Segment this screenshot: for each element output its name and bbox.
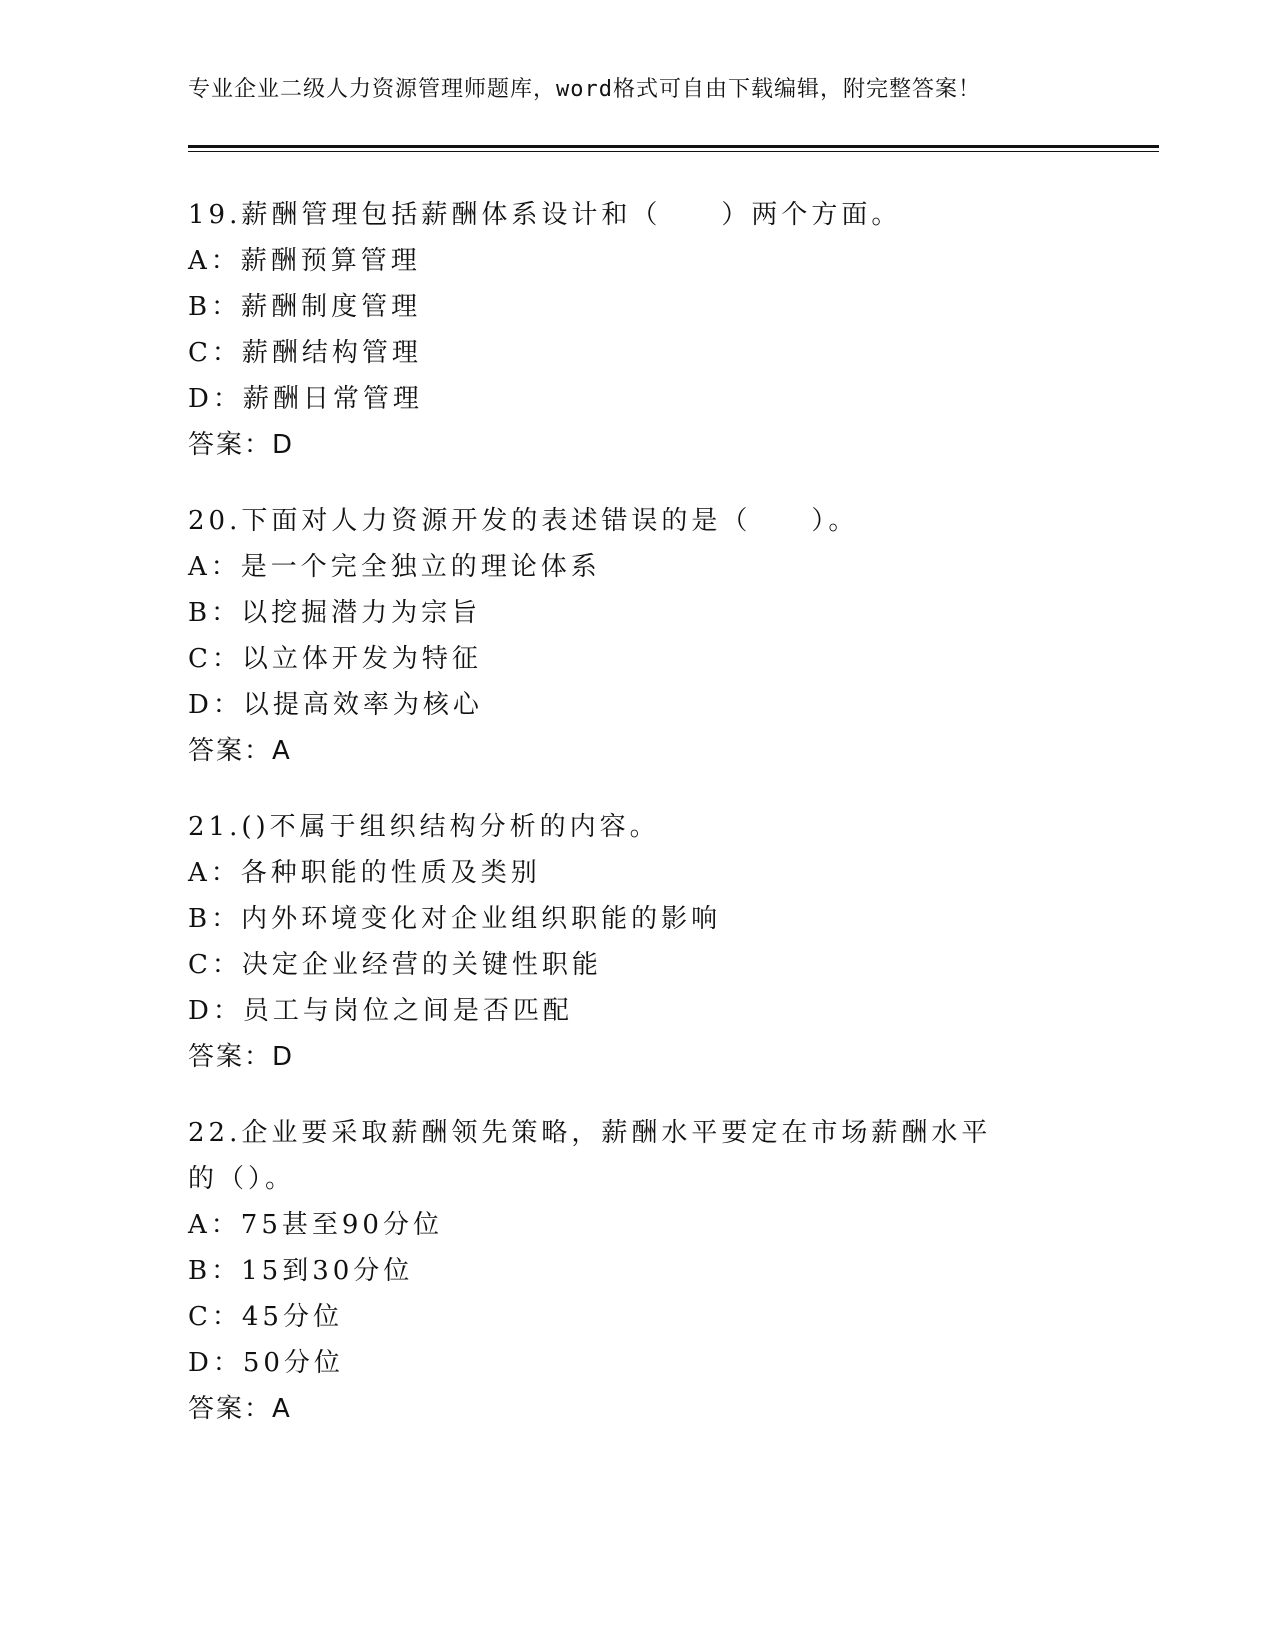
question-19 — [188, 192, 1088, 468]
option-b: B：15到30分位 — [188, 1256, 414, 1286]
option-a: A：各种职能的性质及类别 — [188, 858, 541, 888]
option-d: D：薪酬日常管理 — [188, 384, 423, 414]
answer: 答案：D — [188, 1042, 295, 1072]
question-stem: 20.下面对人力资源开发的表述错误的是（ ）。 — [188, 506, 859, 536]
answer: 答案：D — [188, 430, 295, 460]
option-b: B：以挖掘潜力为宗旨 — [188, 598, 482, 628]
answer: 答案：A — [188, 736, 292, 766]
option-a: A：75甚至90分位 — [188, 1210, 443, 1240]
page-header: 专业企业二级人力资源管理师题库，word格式可自由下载编辑，附完整答案！ — [188, 77, 981, 102]
option-a: A：薪酬预算管理 — [188, 246, 421, 276]
option-d: D：员工与岗位之间是否匹配 — [188, 996, 573, 1026]
answer: 答案：A — [188, 1394, 292, 1424]
option-d: D：以提高效率为核心 — [188, 690, 483, 720]
option-c: C：决定企业经营的关键性职能 — [188, 950, 602, 980]
header-divider — [188, 145, 1159, 148]
option-d: D：50分位 — [188, 1348, 344, 1378]
option-a: A：是一个完全独立的理论体系 — [188, 552, 601, 582]
question-22 — [188, 1110, 1088, 1432]
question-stem: 22.企业要采取薪酬领先策略，薪酬水平要定在市场薪酬水平的（）。 — [188, 1118, 992, 1194]
question-stem: 21.()不属于组织结构分析的内容。 — [188, 812, 660, 842]
option-b: B：薪酬制度管理 — [188, 292, 422, 322]
option-b: B：内外环境变化对企业组织职能的影响 — [188, 904, 722, 934]
header-divider-thin — [188, 151, 1159, 152]
option-c: C：以立体开发为特征 — [188, 644, 482, 674]
question-stem: 19.薪酬管理包括薪酬体系设计和（ ）两个方面。 — [188, 200, 902, 230]
option-c: C：45分位 — [188, 1302, 343, 1332]
question-20 — [188, 498, 1088, 774]
question-21 — [188, 804, 1088, 1080]
option-c: C：薪酬结构管理 — [188, 338, 422, 368]
